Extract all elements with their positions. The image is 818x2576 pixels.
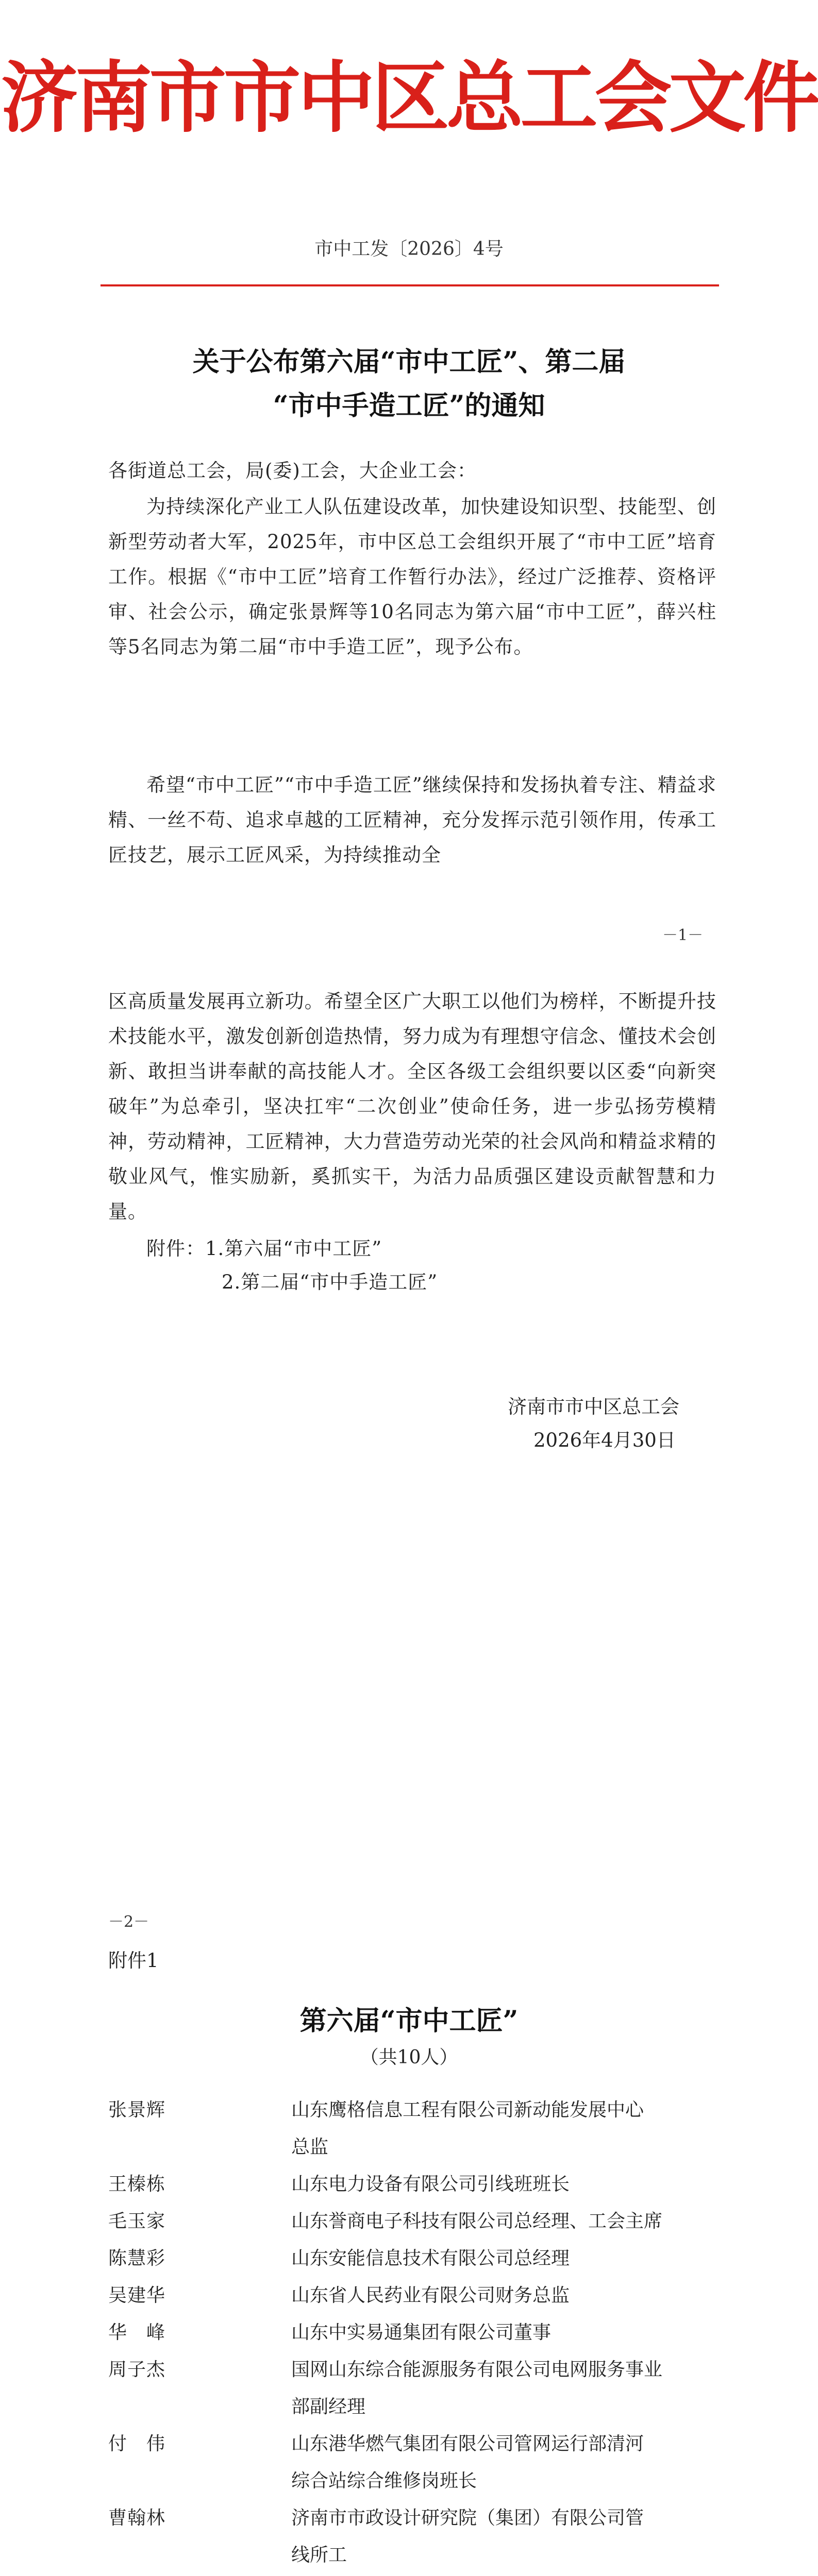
person-org: 山东港华燃气集团有限公司管网运行部清河 综合站综合维修岗班长 [291,2433,644,2492]
attachment-list-item-2: 2.第二届“市中手造工匠” [222,1271,438,1293]
person-name: 陈慧彩 [108,2248,166,2269]
person-name: 毛玉家 [108,2211,166,2232]
person-name: 王榛栋 [108,2174,166,2195]
person-org [291,2574,716,2576]
document-title-line-2: “市中手造工匠”的通知 [273,390,545,421]
list-item [108,2574,716,2576]
person-org: 山东安能信息技术有限公司总经理 [291,2248,570,2269]
attachment-1-list [108,2092,716,2576]
person-org: 山东电力设备有限公司引线班班长 [291,2174,570,2195]
person-name: 张景辉 [108,2099,166,2121]
list-item [108,2314,716,2351]
person-org: 山东中实易通集团有限公司董事 [291,2322,552,2343]
person-name: 华 峰 [108,2322,166,2343]
issue-date: 2026年4月30日 [533,1429,676,1451]
page-number-2: －2－ [108,1913,149,1931]
paragraph-1: 为持续深化产业工人队伍建设改革，加快建设知识型、技能型、创新型劳动者大军，2025年，市中区总工会组织开展了“市中工匠”培育工作。根据《“市中工匠”培育工作暂行办法》，经过广泛推荐、资格评审、社会公示，确定张景辉等10名同志为第六届“市中工匠”，薛兴柱等5名同志为第二届“市中手造工匠”，现予公布。 [108,496,716,658]
paragraph-2-part-1: 希望“市中工匠”“市中手造工匠”继续保持和发扬执着专注、精益求精、一丝不苟、追求卓越的工匠精神，充分发挥示范引领作用，传承工匠技艺，展示工匠风采，为持续推动全 [108,774,716,866]
person-org: 济南市市政设计研究院（集团）有限公司管 线所工 [291,2507,644,2566]
person-org: 山东鹰格信息工程有限公司新动能发展中心 总监 [291,2099,644,2158]
document-title-line-1: 关于公布第六届“市中工匠”、第二届 [192,346,626,378]
page-number-1: －1－ [662,926,704,944]
person-name: 曹翰林 [108,2507,166,2529]
attachment-1-label: 附件1 [108,1950,159,1972]
list-item [108,2166,716,2203]
list-item [108,2092,716,2166]
list-item [108,2351,716,2426]
person-name: 周子杰 [108,2359,166,2380]
person-org: 山东省人民药业有限公司财务总监 [291,2285,570,2306]
attachment-list-item-1: 附件：1.第六届“市中工匠” [146,1238,382,1260]
list-item [108,2500,716,2574]
document-number: 市中工发〔2026〕4号 [314,239,504,260]
list-item [108,2426,716,2500]
person-name: 付 伟 [108,2433,166,2454]
document-masthead: 济南市市中区总工会文件 [1,53,817,143]
list-item [108,2277,716,2314]
list-item [108,2203,716,2240]
person-name [108,2574,291,2576]
person-org: 国网山东综合能源服务有限公司电网服务事业 部副经理 [291,2359,663,2417]
attachment-1-count: （共10人） [360,2047,458,2068]
list-item [108,2240,716,2277]
red-divider-line [101,284,719,286]
person-org: 山东誉商电子科技有限公司总经理、工会主席 [291,2211,663,2232]
paragraph-2-part-2: 区高质量发展再立新功。希望全区广大职工以他们为榜样，不断提升技术技能水平，激发创新创造热情，努力成为有理想守信念、懂技术会创新、敢担当讲奉献的高技能人才。全区各级工会组织要以区委“向新突破年”为总牵引，坚决扛牢“二次创业”使命任务，进一步弘扬劳模精神，劳动精神，工匠精神，大力营造劳动光荣的社会风尚和精益求精的敬业风气，惟实励新，奚抓实干，为活力品质强区建设贡献智慧和力量。 [108,990,716,1223]
person-name: 吴建华 [108,2285,166,2306]
attachment-1-title: 第六届“市中工匠” [299,2005,519,2037]
signer: 济南市市中区总工会 [508,1396,679,1418]
salutation: 各街道总工会，局(委)工会，大企业工会： [108,460,477,482]
